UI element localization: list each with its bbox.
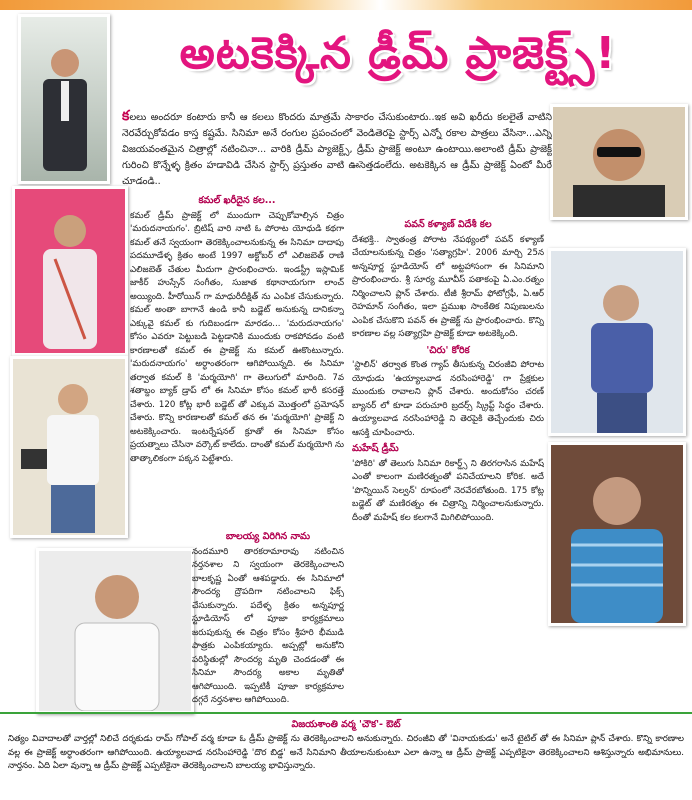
tail-text: నార్తనం. ఏది ఏలా వున్నా ఆ డ్రీమ్ ప్రాజెక్ట్ ఎప్పటికైనా తెరకెక్కించాలని బాలయ్య భావిస్తున్నారు. (8, 760, 316, 771)
photo-maniratnam (548, 442, 686, 626)
section-text-chiru: 'స్టాలిన్' తర్వాత కొంత గ్యాప్ తీసుకున్న చిరంజీవి పోరాట యోధుడు 'ఉయ్యాలవాడ నరసింహారెడ్డి' గా ప్రేక్షకుల ముందుకు రావాలని ప్లాన్ చేశారు. అందుకోసం చరణ్ బ్యానర్ లో కూడా పరుచూరి బ్రదర్స్ స్క్రిప్ట్ సిద్ధం చేశారు. ఉయ్యాలవాడ నరసింహారెడ్డి ని తెరపైకి తెచ్చేందుకు చిరు ఆసక్తి చూపించారు. (352, 360, 544, 438)
section-text-kamal-2: ఈ సినిమా తర్వాత కమల్ కి 'మర్మయోగి' గా తెలుగులో మారింది. 7వ శతాబ్దం బ్యాక్ డ్రాప్ లో ఈ సినిమా కోసం కమల్ భారీ కసరత్తే చేశారు. 120 కోట్ల భారీ బడ్జెట్ తో ఎక్కువ మొత్తంలో ప్రమోషన్ చేశారు. కొన్ని కారణాలతో కమల్ తన ఈ 'మర్మయోగి' ప్రాజెక్ట్ ని అటకెక్కించారు. ఇంటర్నేషనల్ క్రూతో ఈ సినిమా కోసం ప్రయత్నాలు చేసినా వర్కౌట్ కాలేదు. దాంతో కమల్ మర్మయోగి ను తాత్కాలికంగా పక్కన పెట్టేశారు. (130, 359, 344, 464)
intro-paragraph (122, 108, 552, 188)
photo-balakrishna (550, 104, 688, 220)
intro-text: లలు అందరూ కంటారు కానీ ఆ కలలు కొందరు మాత్రమే సాకారం చేసుకుంటారు..ఇక అవి ఖరీదు కలలైతే వాటిని నెరవేర్చుకోవడం కాస్త కష్టమే. సినిమా అనే రంగుల ప్రపంచంలో వెండితెరపై స్టార్స్ ఎన్నో రకాల పాత్రలు వేసినా...ఎన్ని విజయవంతమైన చిత్రాల్లో నటించినా... వారికి డ్రీమ్ ప్యాజెక్ట్స్, డ్రీమ్ ప్రాజెక్ట్ అంటూ ఉంటాయి.అలాంటి డ్రీమ్ ప్రాజెక్ట్ గురించి కొన్నేళ్ళ క్రితం హడావిడి చేసిన స్టార్స్ ప్రస్తుతం వాటి ఊసెత్తడంలేదు. అటకెక్కిన ఆ డ్రీమ్ ప్రాజెక్ట్ ఏంటో మీరే చూడండి.. (122, 112, 552, 187)
intro-dropcap: క (122, 108, 130, 124)
section-text-pawan: దేశభక్తి.. స్వాతంత్ర పోరాట నేపథ్యంలో పవన్ కళ్యాణ్ చేయాలనుకున్న చిత్రం 'సత్యాగ్రహి'. 2006 మార్చి 25న అన్నపూర్ణ స్టూడియోస్ లో అట్టహాసంగా ఈ సినిమాని ప్రారంభించారు. శ్రీ సూర్య మూవీస్ పతాకంపై ఏ.ఎం.రత్నం నిర్మించాలని ప్లాన్ చేశారు. టీజీ శ్రీరామ్ ఫోటోగ్రఫీ, ఏ.ఆర్ రెహమాన్ సంగీతం, ఇలా ప్రముఖ సాంకేతిక నిపుణులను ఎంపిక చేసుకొని పవన్ ఈ ప్రాజెక్ట్ ను ప్రారంభించారు. కొన్ని కారణాల వల్ల సత్యాగ్రహి ప్రాజెక్ట్ కూడా అటకెక్కింది. (352, 234, 544, 339)
section-heading-pawan: పవన్ కళ్యాణ్ విదేశీ కల (404, 219, 492, 230)
section-heading-kamal: కమల్ ఖరీదైన కల... (198, 195, 276, 206)
photo-mahesh (10, 356, 128, 538)
photo-ramgopal (36, 548, 194, 714)
article-bottom (8, 716, 684, 796)
article-column-balayya (192, 528, 344, 710)
top-color-stripe (0, 0, 692, 10)
section-text-varma: నిత్యం వివాదాలతో వార్తల్లో నిలిచే దర్శకుడు రామ్ గోపాల్ వర్మ కూడా ఓ డ్రీమ్ ప్రాజెక్ట్ ను తెరకెక్కించాలని అనుకున్నారు. చిరంజీవి తో 'వినాయకుడు' అనే టైటిల్ తో ఈ సినిమా ప్లాన్ చేశారు. కొన్ని కారణాల వల్ల ఈ ప్రాజెక్ట్ అర్ధాంతరంగా ఆగిపోయింది. ఉయ్యాలవాడ నరసింహారెడ్డి 'దొర బిడ్డ' అనే సినిమాని తీయాలనుకుంటూ ఎలా ఉన్నా ఆ డ్రీమ్ ప్రాజెక్ట్ ఎప్పటికైనా తెరకెక్కించాలని ఆశిస్తున్నారు అభిమానులు. (8, 734, 684, 758)
section-text-balayya: నందమూరి తారకరామారావు నటించిన నర్తనశాల ని స్వయంగా తెరకెక్కించాలని బాలకృష్ణ ఏంతో ఆశపడ్డారు. ఈ సినిమాలో సౌందర్య ద్రౌపదిగా నటించాలని ఫిక్స్ చేసుకున్నారు. పదేళ్ళ క్రితం అన్నపూర్ణ స్టూడియోస్ లో పూజా కార్యక్రమాలు జరుపుకున్న ఈ చిత్రం కోసం శ్రీహరి భీముడి పాత్రకు ఎంపికయ్యారు. అప్పట్లో అనుకోని పరిస్థితుల్లో సౌందర్య మృతి చెందడంతో ఈ సినిమా సౌందర్య అకాల మృతితో ఆగిపోయింది. ఇప్పటికీ పూజా కార్యక్రమాల దగ్గరే నర్తనశాల ఆగిపోయింది. (192, 546, 344, 705)
section-heading-mahesh: మహేష్ డ్రీమ్ (352, 443, 399, 454)
section-text-mahesh: 'పోకిరి' తో తెలుగు సినిమా రికార్డ్స్ ని తిరగరాసిన మహేష్ ఎంతో కాలంగా మణిరత్నంతో పనిచేయాలని కోరిక. అదే 'పొన్నియిన్ సెల్వన్' రూపంలో నెరవేరబోతుంది. 175 కోట్ల బడ్జెట్ తో మణిరత్నం ఈ చిత్రాన్ని నిర్మించాలనుకున్నారు. దీంతో మహేష్ కల కలగానే మిగిలిపోయింది. (352, 458, 544, 523)
photo-kamal (18, 14, 110, 184)
section-heading-varma: విజయశాంతి వర్మ 'చౌక'- ఔట్ (291, 719, 401, 730)
section-heading-chiru: 'చిరు' కోరిక (426, 344, 470, 356)
article-column-right (352, 216, 544, 710)
section-text-kamal-1: కమల్ డ్రీమ్ ప్రాజెక్ట్ లో ముందుగా చెప్పుకోవాల్సిన చిత్రం 'మరుదనాయగం'. బ్రిటిష్ వారి నాటి ఓ పోరాట యోధుడి కథగా కమల్ తనే స్వయంగా తెరకెక్కించాలనుకున్న ఈ సినిమా దాదాపు పదమూడేళ్ళ క్రితం అంటే 1997 అక్టోబర్ లో ఎలిజబెత్ రాణి ఎలిజబెత్ చేతుల మీదుగా ప్రారంభించారు. ఇండస్ట్రీ ఇస్లామిక్ జాకీర్ హుస్సేన్ సంగీతం, సుజాత కథానాయగుగా లాంచ్ అయ్యింది. హీరోయిన్ గా మాధురీదీక్షిత్ ను ఎంపిక చేసుకున్నారు. కమల్ అంతా బాగానే ఉండి కానీ బడ్జెట్ అనుకున్న దానికన్నా ఎక్కువై కమల్ కు గుదిబండగా మారడం... 'మరుదనాయగం' కోసం ఎవరూ పెట్టుబడి పెట్టడానికి ముందుకు రాకపోవడం వంటి కారణాలతో కమల్ ఈ ప్రాజెక్ట్ ను కమల్ ఊకొంటున్నారు. 'మరుదనాయగం' అర్ధాంతరంగా ఆగిపోయిన్నది. (130, 210, 344, 369)
photo-pawan (548, 248, 686, 436)
bottom-divider (0, 712, 692, 714)
section-heading-balayya: బాలయ్య విరిగిన నామ (225, 531, 311, 542)
page-title: అటకెక్కిన డ్రీమ్ ప్రాజెక్ట్స్! (179, 28, 617, 79)
article-column-kamal (130, 192, 344, 524)
photo-balakrishna-2 (12, 186, 128, 356)
